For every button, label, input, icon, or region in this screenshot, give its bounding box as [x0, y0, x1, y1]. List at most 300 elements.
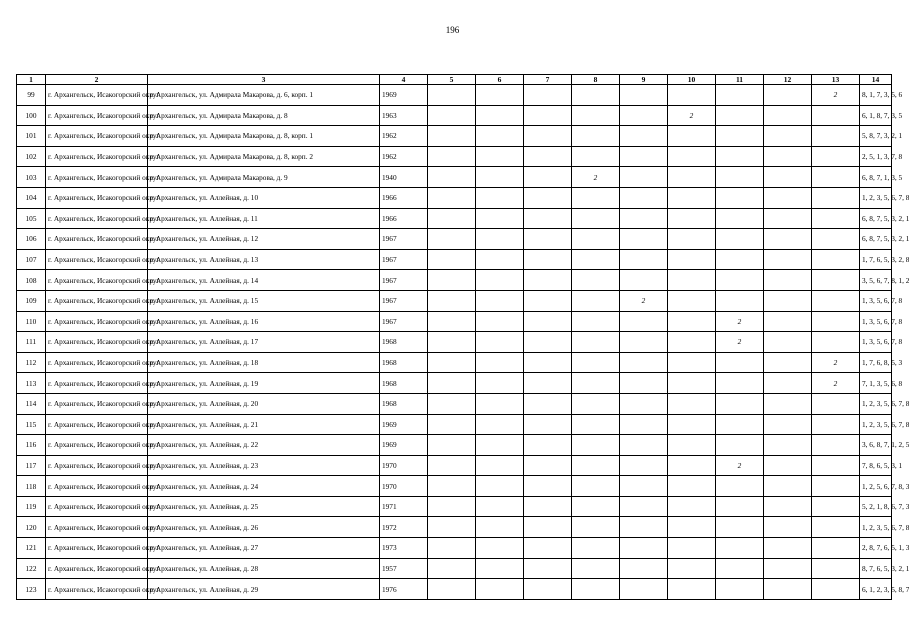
col12-cell — [764, 579, 812, 600]
col12-cell — [764, 187, 812, 208]
col11-cell — [716, 496, 764, 517]
district-cell: г. Архангельск, Исакогорский округ — [46, 517, 148, 538]
col5-cell — [428, 146, 476, 167]
col9-cell — [620, 558, 668, 579]
col5-cell — [428, 393, 476, 414]
col8-cell — [572, 373, 620, 394]
column-header-13: 13 — [812, 75, 860, 85]
col14-cell: 2, 5, 1, 3, 7, 8 — [860, 146, 892, 167]
col12-cell — [764, 311, 812, 332]
col5-cell — [428, 167, 476, 188]
table-row — [17, 476, 892, 497]
col13-cell — [812, 249, 860, 270]
column-header-11: 11 — [716, 75, 764, 85]
col10-cell — [668, 455, 716, 476]
table-row — [17, 435, 892, 456]
col10-cell — [668, 332, 716, 353]
district-cell: г. Архангельск, Исакогорский округ — [46, 208, 148, 229]
row-number: 123 — [17, 579, 46, 600]
col12-cell — [764, 167, 812, 188]
col10-cell — [668, 496, 716, 517]
col6-cell — [476, 270, 524, 291]
header-row — [17, 75, 892, 85]
district-cell: г. Архангельск, Исакогорский округ — [46, 85, 148, 106]
address-cell: г. Архангельск, ул. Аллейная, д. 26 — [148, 517, 380, 538]
row-number: 101 — [17, 126, 46, 147]
col12-cell — [764, 352, 812, 373]
col10-cell — [668, 476, 716, 497]
col10-cell — [668, 249, 716, 270]
district-cell: г. Архангельск, Исакогорский округ — [46, 126, 148, 147]
col12-cell — [764, 146, 812, 167]
col11-cell — [716, 538, 764, 559]
col7-cell — [524, 476, 572, 497]
col10-cell — [668, 85, 716, 106]
col6-cell — [476, 455, 524, 476]
col7-cell — [524, 496, 572, 517]
col13-cell — [812, 517, 860, 538]
col12-cell — [764, 332, 812, 353]
col13-cell: 2 — [812, 85, 860, 106]
year-cell: 1966 — [380, 187, 428, 208]
col5-cell — [428, 229, 476, 250]
col6-cell — [476, 558, 524, 579]
year-cell: 1962 — [380, 146, 428, 167]
row-number: 113 — [17, 373, 46, 394]
col7-cell — [524, 229, 572, 250]
district-cell: г. Архангельск, Исакогорский округ — [46, 496, 148, 517]
col14-cell: 8, 1, 7, 3, 5, 6 — [860, 85, 892, 106]
col11-cell — [716, 558, 764, 579]
address-cell: г. Архангельск, ул. Аллейная, д. 22 — [148, 435, 380, 456]
col6-cell — [476, 126, 524, 147]
address-cell: г. Архангельск, ул. Аллейная, д. 19 — [148, 373, 380, 394]
col7-cell — [524, 558, 572, 579]
district-cell: г. Архангельск, Исакогорский округ — [46, 414, 148, 435]
address-cell: г. Архангельск, ул. Адмирала Макарова, д. 6, корп. 1 — [148, 85, 380, 106]
row-number: 116 — [17, 435, 46, 456]
column-header-3: 3 — [148, 75, 380, 85]
col5-cell — [428, 579, 476, 600]
col12-cell — [764, 290, 812, 311]
col11-cell — [716, 249, 764, 270]
col8-cell — [572, 126, 620, 147]
col10-cell — [668, 167, 716, 188]
address-cell: г. Архангельск, ул. Аллейная, д. 17 — [148, 332, 380, 353]
col14-cell: 5, 2, 1, 8, 6, 7, 3 — [860, 496, 892, 517]
col5-cell — [428, 476, 476, 497]
col8-cell — [572, 496, 620, 517]
col8-cell — [572, 538, 620, 559]
col6-cell — [476, 187, 524, 208]
col8-cell — [572, 208, 620, 229]
col13-cell: 2 — [812, 373, 860, 394]
address-cell: г. Архангельск, ул. Аллейная, д. 28 — [148, 558, 380, 579]
col8-cell — [572, 579, 620, 600]
col11-cell — [716, 579, 764, 600]
year-cell: 1976 — [380, 579, 428, 600]
address-cell: г. Архангельск, ул. Аллейная, д. 29 — [148, 579, 380, 600]
year-cell: 1968 — [380, 393, 428, 414]
table-row — [17, 414, 892, 435]
col7-cell — [524, 105, 572, 126]
row-number: 117 — [17, 455, 46, 476]
col11-cell — [716, 290, 764, 311]
district-cell: г. Архангельск, Исакогорский округ — [46, 270, 148, 291]
col6-cell — [476, 229, 524, 250]
col11-cell — [716, 352, 764, 373]
col13-cell — [812, 290, 860, 311]
col13-cell — [812, 579, 860, 600]
col14-cell: 7, 1, 3, 5, 6, 8 — [860, 373, 892, 394]
table-row — [17, 167, 892, 188]
table-row — [17, 558, 892, 579]
col5-cell — [428, 290, 476, 311]
col11-cell — [716, 435, 764, 456]
col5-cell — [428, 85, 476, 106]
table-row — [17, 538, 892, 559]
year-cell: 1967 — [380, 270, 428, 291]
address-cell: г. Архангельск, ул. Аллейная, д. 16 — [148, 311, 380, 332]
col12-cell — [764, 373, 812, 394]
row-number: 100 — [17, 105, 46, 126]
col13-cell — [812, 332, 860, 353]
housing-table — [16, 74, 909, 600]
col5-cell — [428, 332, 476, 353]
district-cell: г. Архангельск, Исакогорский округ — [46, 290, 148, 311]
col12-cell — [764, 270, 812, 291]
col14-cell: 1, 2, 3, 5, 6, 7, 8 — [860, 187, 892, 208]
col5-cell — [428, 352, 476, 373]
col14-cell: 1, 3, 5, 6, 7, 8 — [860, 332, 892, 353]
row-number: 122 — [17, 558, 46, 579]
table-row — [17, 352, 892, 373]
address-cell: г. Архангельск, ул. Аллейная, д. 23 — [148, 455, 380, 476]
year-cell: 1973 — [380, 538, 428, 559]
col5-cell — [428, 517, 476, 538]
col11-cell — [716, 146, 764, 167]
year-cell: 1971 — [380, 496, 428, 517]
year-cell: 1966 — [380, 208, 428, 229]
col12-cell — [764, 558, 812, 579]
col6-cell — [476, 167, 524, 188]
col7-cell — [524, 270, 572, 291]
col9-cell — [620, 414, 668, 435]
col13-cell — [812, 187, 860, 208]
col11-cell — [716, 105, 764, 126]
col5-cell — [428, 270, 476, 291]
col5-cell — [428, 496, 476, 517]
col5-cell — [428, 105, 476, 126]
col5-cell — [428, 126, 476, 147]
col8-cell — [572, 311, 620, 332]
col7-cell — [524, 126, 572, 147]
table-row — [17, 455, 892, 476]
col14-cell: 7, 8, 6, 5, 3, 1 — [860, 455, 892, 476]
col14-cell: 6, 1, 2, 3, 5, 8, 7 — [860, 579, 892, 600]
col8-cell — [572, 85, 620, 106]
col14-cell: 5, 8, 7, 3, 2, 1 — [860, 126, 892, 147]
col10-cell — [668, 229, 716, 250]
col5-cell — [428, 311, 476, 332]
district-cell: г. Архангельск, Исакогорский округ — [46, 187, 148, 208]
col14-cell: 1, 2, 3, 5, 6, 7, 8 — [860, 393, 892, 414]
row-number: 118 — [17, 476, 46, 497]
col13-cell: 2 — [812, 352, 860, 373]
district-cell: г. Архангельск, Исакогорский округ — [46, 435, 148, 456]
col12-cell — [764, 229, 812, 250]
col8-cell — [572, 270, 620, 291]
col6-cell — [476, 476, 524, 497]
col6-cell — [476, 105, 524, 126]
col11-cell — [716, 393, 764, 414]
year-cell: 1940 — [380, 167, 428, 188]
col6-cell — [476, 579, 524, 600]
col9-cell — [620, 105, 668, 126]
address-cell: г. Архангельск, ул. Аллейная, д. 27 — [148, 538, 380, 559]
col5-cell — [428, 187, 476, 208]
table-row — [17, 126, 892, 147]
table-header — [17, 75, 892, 85]
col7-cell — [524, 373, 572, 394]
col7-cell — [524, 146, 572, 167]
col9-cell — [620, 249, 668, 270]
col11-cell — [716, 270, 764, 291]
col8-cell: 2 — [572, 167, 620, 188]
col14-cell: 3, 6, 8, 7, 1, 2, 5 — [860, 435, 892, 456]
col13-cell — [812, 167, 860, 188]
col6-cell — [476, 208, 524, 229]
col9-cell — [620, 373, 668, 394]
address-cell: г. Архангельск, ул. Аллейная, д. 24 — [148, 476, 380, 497]
col7-cell — [524, 579, 572, 600]
col10-cell — [668, 146, 716, 167]
row-number: 111 — [17, 332, 46, 353]
address-cell: г. Архангельск, ул. Аллейная, д. 15 — [148, 290, 380, 311]
district-cell: г. Архангельск, Исакогорский округ — [46, 249, 148, 270]
col13-cell — [812, 476, 860, 497]
col9-cell — [620, 476, 668, 497]
col10-cell — [668, 414, 716, 435]
col8-cell — [572, 476, 620, 497]
col10-cell — [668, 352, 716, 373]
row-number: 114 — [17, 393, 46, 414]
table-row — [17, 373, 892, 394]
row-number: 109 — [17, 290, 46, 311]
col13-cell — [812, 270, 860, 291]
district-cell: г. Архангельск, Исакогорский округ — [46, 167, 148, 188]
col10-cell — [668, 208, 716, 229]
col12-cell — [764, 455, 812, 476]
col5-cell — [428, 208, 476, 229]
col7-cell — [524, 393, 572, 414]
year-cell: 1969 — [380, 85, 428, 106]
col13-cell — [812, 455, 860, 476]
district-cell: г. Архангельск, Исакогорский округ — [46, 558, 148, 579]
col14-cell: 1, 3, 5, 6, 7, 8 — [860, 311, 892, 332]
col5-cell — [428, 455, 476, 476]
col9-cell — [620, 85, 668, 106]
col9-cell — [620, 146, 668, 167]
col13-cell — [812, 538, 860, 559]
col10-cell — [668, 558, 716, 579]
col13-cell — [812, 126, 860, 147]
year-cell: 1967 — [380, 311, 428, 332]
year-cell: 1967 — [380, 229, 428, 250]
col10-cell — [668, 393, 716, 414]
col13-cell — [812, 311, 860, 332]
col8-cell — [572, 455, 620, 476]
col13-cell — [812, 146, 860, 167]
col14-cell: 1, 2, 5, 6, 7, 8, 3 — [860, 476, 892, 497]
col13-cell — [812, 435, 860, 456]
address-cell: г. Архангельск, ул. Адмирала Макарова, д. 8, корп. 1 — [148, 126, 380, 147]
col9-cell — [620, 332, 668, 353]
year-cell: 1967 — [380, 249, 428, 270]
col12-cell — [764, 476, 812, 497]
table-row — [17, 270, 892, 291]
col12-cell — [764, 538, 812, 559]
table-row — [17, 393, 892, 414]
year-cell: 1968 — [380, 373, 428, 394]
col6-cell — [476, 249, 524, 270]
address-cell: г. Архангельск, ул. Адмирала Макарова, д. 9 — [148, 167, 380, 188]
table-row — [17, 187, 892, 208]
address-cell: г. Архангельск, ул. Аллейная, д. 13 — [148, 249, 380, 270]
table-row — [17, 208, 892, 229]
column-header-14: 14 — [860, 75, 892, 85]
col7-cell — [524, 249, 572, 270]
col13-cell — [812, 414, 860, 435]
col9-cell — [620, 393, 668, 414]
col9-cell — [620, 167, 668, 188]
col8-cell — [572, 146, 620, 167]
row-number: 107 — [17, 249, 46, 270]
column-header-12: 12 — [764, 75, 812, 85]
col10-cell — [668, 579, 716, 600]
table-row — [17, 579, 892, 600]
col12-cell — [764, 435, 812, 456]
col8-cell — [572, 558, 620, 579]
table-row — [17, 229, 892, 250]
column-header-10: 10 — [668, 75, 716, 85]
col7-cell — [524, 517, 572, 538]
col6-cell — [476, 517, 524, 538]
year-cell: 1970 — [380, 455, 428, 476]
col7-cell — [524, 208, 572, 229]
district-cell: г. Архангельск, Исакогорский округ — [46, 538, 148, 559]
col9-cell: 2 — [620, 290, 668, 311]
table-row — [17, 105, 892, 126]
row-number: 103 — [17, 167, 46, 188]
col7-cell — [524, 332, 572, 353]
col8-cell — [572, 414, 620, 435]
col14-cell: 1, 7, 6, 5, 3, 2, 8 — [860, 249, 892, 270]
col13-cell — [812, 496, 860, 517]
col10-cell — [668, 435, 716, 456]
address-cell: г. Архангельск, ул. Аллейная, д. 14 — [148, 270, 380, 291]
row-number: 121 — [17, 538, 46, 559]
year-cell: 1972 — [380, 517, 428, 538]
col11-cell — [716, 208, 764, 229]
col9-cell — [620, 311, 668, 332]
column-header-6: 6 — [476, 75, 524, 85]
table-row — [17, 85, 892, 106]
col7-cell — [524, 187, 572, 208]
district-cell: г. Архангельск, Исакогорский округ — [46, 352, 148, 373]
col6-cell — [476, 393, 524, 414]
row-number: 106 — [17, 229, 46, 250]
district-cell: г. Архангельск, Исакогорский округ — [46, 311, 148, 332]
year-cell: 1957 — [380, 558, 428, 579]
column-header-4: 4 — [380, 75, 428, 85]
col11-cell — [716, 187, 764, 208]
col10-cell — [668, 187, 716, 208]
col7-cell — [524, 311, 572, 332]
col7-cell — [524, 414, 572, 435]
col8-cell — [572, 332, 620, 353]
col6-cell — [476, 414, 524, 435]
col14-cell: 6, 8, 7, 1, 3, 5 — [860, 167, 892, 188]
col12-cell — [764, 208, 812, 229]
col6-cell — [476, 332, 524, 353]
address-cell: г. Архангельск, ул. Аллейная, д. 20 — [148, 393, 380, 414]
col14-cell: 1, 2, 3, 5, 6, 7, 8 — [860, 517, 892, 538]
col14-cell: 6, 8, 7, 5, 3, 2, 1 — [860, 208, 892, 229]
column-header-5: 5 — [428, 75, 476, 85]
address-cell: г. Архангельск, ул. Аллейная, д. 11 — [148, 208, 380, 229]
table-row — [17, 146, 892, 167]
col5-cell — [428, 435, 476, 456]
col11-cell: 2 — [716, 332, 764, 353]
col9-cell — [620, 352, 668, 373]
col14-cell: 1, 2, 3, 5, 6, 7, 8 — [860, 414, 892, 435]
col12-cell — [764, 85, 812, 106]
col5-cell — [428, 373, 476, 394]
col7-cell — [524, 85, 572, 106]
col6-cell — [476, 373, 524, 394]
col14-cell: 1, 3, 5, 6, 7, 8 — [860, 290, 892, 311]
table-row — [17, 249, 892, 270]
district-cell: г. Архангельск, Исакогорский округ — [46, 373, 148, 394]
table-row — [17, 290, 892, 311]
year-cell: 1967 — [380, 290, 428, 311]
col11-cell — [716, 167, 764, 188]
col5-cell — [428, 558, 476, 579]
col13-cell — [812, 105, 860, 126]
district-cell: г. Архангельск, Исакогорский округ — [46, 393, 148, 414]
col9-cell — [620, 435, 668, 456]
col11-cell — [716, 85, 764, 106]
col8-cell — [572, 393, 620, 414]
row-number: 119 — [17, 496, 46, 517]
col7-cell — [524, 538, 572, 559]
col13-cell — [812, 558, 860, 579]
col8-cell — [572, 105, 620, 126]
col6-cell — [476, 496, 524, 517]
col14-cell: 6, 1, 8, 7, 3, 5 — [860, 105, 892, 126]
col12-cell — [764, 414, 812, 435]
column-header-1: 1 — [17, 75, 46, 85]
col14-cell: 6, 8, 7, 5, 3, 2, 1 — [860, 229, 892, 250]
col8-cell — [572, 352, 620, 373]
col9-cell — [620, 538, 668, 559]
col14-cell: 2, 8, 7, 6, 5, 1, 3 — [860, 538, 892, 559]
col8-cell — [572, 290, 620, 311]
col6-cell — [476, 538, 524, 559]
col12-cell — [764, 496, 812, 517]
col8-cell — [572, 187, 620, 208]
